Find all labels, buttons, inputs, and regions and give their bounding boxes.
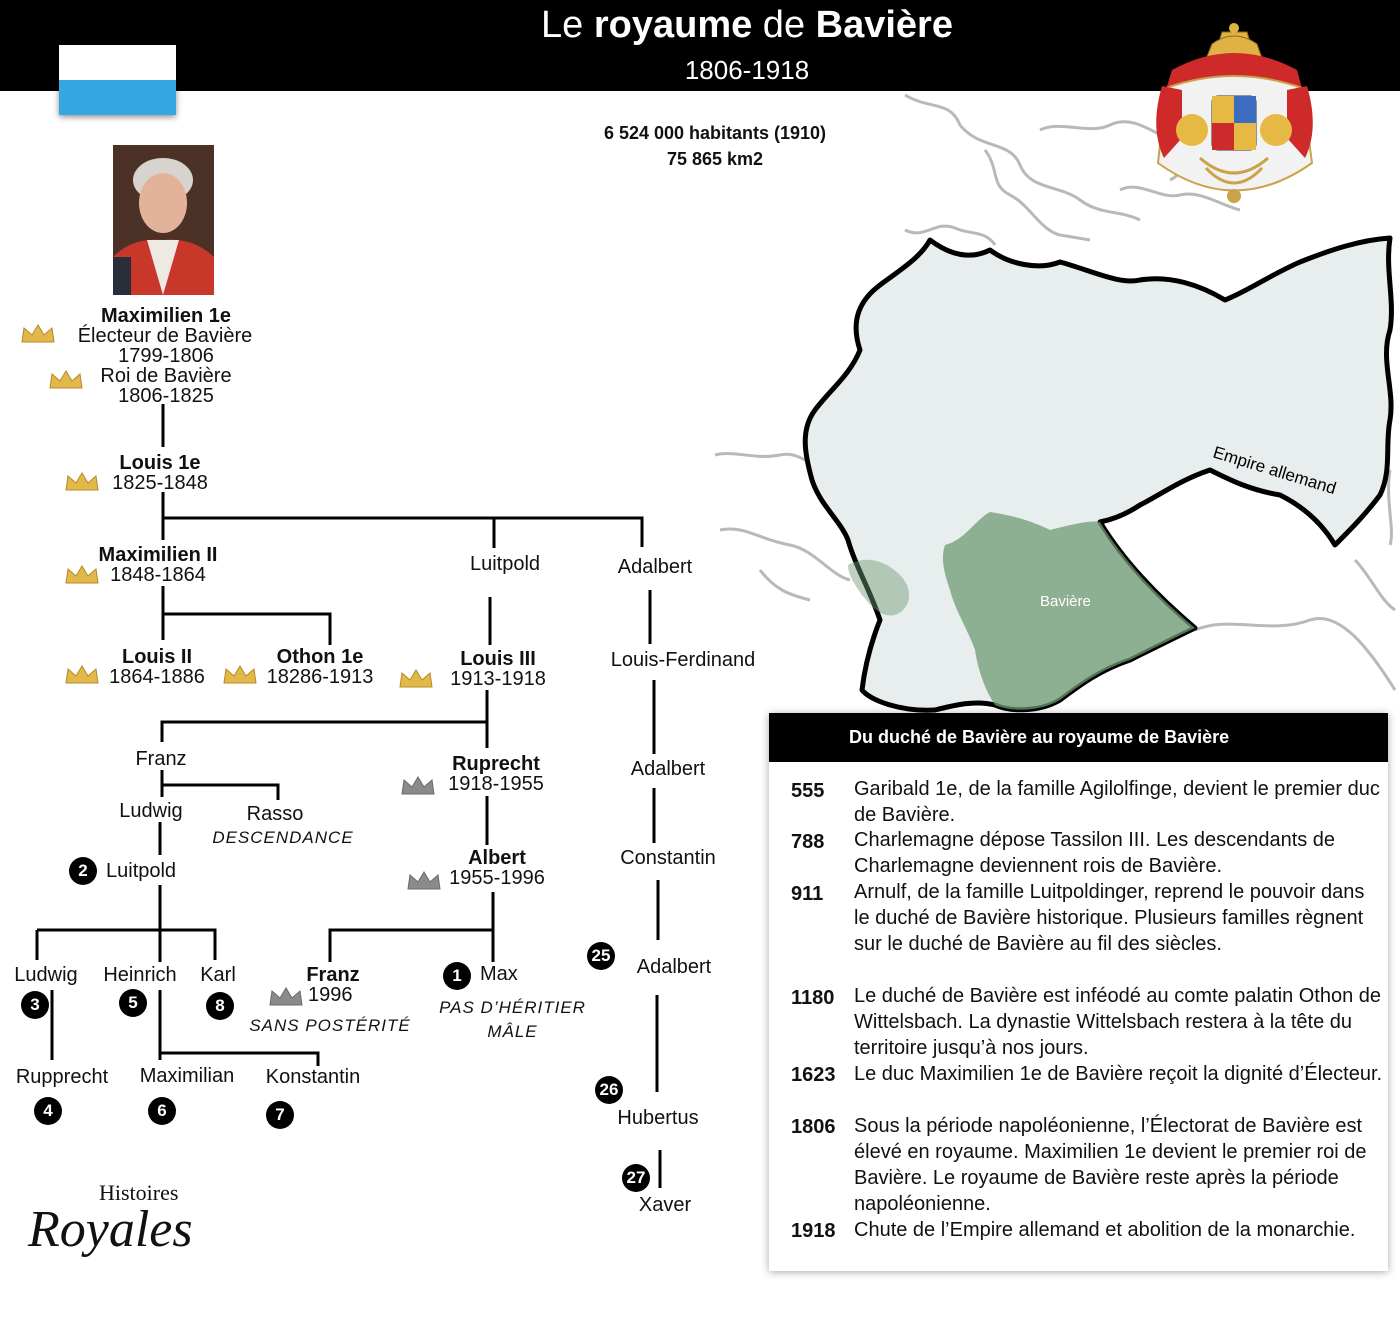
page-subtitle: 1806-1918	[684, 55, 810, 85]
dates-franz-2: 1996	[308, 984, 353, 1006]
name-maximilien-2: Maximilien II	[98, 544, 218, 566]
name-rasso: Rasso	[246, 803, 304, 825]
name-heinrich: Heinrich	[103, 964, 177, 986]
empire-label: Empire allemand	[1210, 442, 1339, 499]
crown-gray-icon	[268, 985, 304, 1009]
chronology-event: Le duché de Bavière est inféodé au comte palatin Othon de Wittelsbach. La dynastie Wittelsbach restera à la tête du territoire jusqu’à nos jours.	[854, 985, 1382, 1059]
page-title: Le royaume de Bavière	[541, 4, 953, 46]
name-ludwig: Ludwig	[119, 800, 183, 822]
name-xaver: Xaver	[638, 1194, 692, 1216]
name-othon-1e: Othon 1e	[276, 646, 364, 668]
logo-main-text: Royales	[28, 1201, 193, 1258]
name-luitpold-2: Luitpold	[106, 860, 177, 882]
name-franz: Franz	[135, 748, 187, 770]
name-constantin: Constantin	[620, 847, 716, 869]
coat-of-arms	[1152, 18, 1317, 218]
chronology-title: Du duché de Bavière au royaume de Bavière	[769, 713, 1388, 762]
number-badge: 2	[69, 857, 97, 885]
number-badge: 8	[206, 992, 234, 1020]
dates-maximilien-2: 1848-1864	[110, 564, 206, 586]
name-adalbert-3: Adalbert	[636, 956, 712, 978]
number-badge: 27	[622, 1164, 650, 1192]
dates-louis-1e: 1825-1848	[112, 472, 208, 494]
name-konstantin: Konstantin	[265, 1066, 361, 1088]
number-badge: 7	[266, 1101, 294, 1129]
number-badge: 1	[443, 962, 471, 990]
label-descendance: DESCENDANCE	[212, 828, 354, 847]
dates-ruprecht: 1918-1955	[448, 773, 544, 795]
number-badge: 26	[595, 1076, 623, 1104]
name-adalbert-2: Adalbert	[630, 758, 706, 780]
name-franz-2: Franz	[306, 964, 360, 986]
number-badge: 5	[119, 989, 147, 1017]
chronology-year: 911	[791, 883, 824, 905]
name-max: Max	[480, 963, 518, 985]
name-luitpold: Luitpold	[469, 553, 541, 575]
label-male: MÂLE	[487, 1022, 538, 1041]
dates-othon-1e: 18286-1913	[266, 666, 374, 688]
chronology-event: Charlemagne dépose Tassilon III. Les descendants de Charlemagne deviennent rois de Bavière.	[854, 829, 1336, 877]
crown-gold-icon	[20, 322, 56, 346]
number-badge: 6	[148, 1097, 176, 1125]
name-maximilien-1e: Maximilien 1e	[100, 305, 232, 327]
bavaria-label: Bavière	[1040, 593, 1091, 610]
name-maximilian: Maximilian	[139, 1065, 235, 1087]
label-pas-heritier: PAS D’HÉRITIER	[439, 998, 586, 1017]
chronology-year: 788	[791, 831, 825, 853]
dates-louis-2: 1864-1886	[109, 666, 205, 688]
name-hubertus: Hubertus	[617, 1107, 699, 1129]
name-ruprecht: Ruprecht	[452, 753, 540, 775]
dates-king: 1806-1825	[118, 385, 214, 407]
dates-albert: 1955-1996	[449, 867, 545, 889]
chronology-event: Sous la période napoléonienne, l’Électorat de Bavière est élevé en royaume. Maximilien 1e devient le premier roi de Bavière. Le royaume de Bavière reste après la période napoléonienne.	[854, 1115, 1367, 1215]
chronology-year: 555	[791, 780, 825, 802]
title-elector: Électeur de Bavière	[77, 325, 253, 347]
name-louis-ferdinand: Louis-Ferdinand	[610, 649, 756, 671]
name-adalbert: Adalbert	[617, 556, 693, 578]
area: 75 865 km2	[666, 149, 764, 169]
number-badge: 25	[587, 942, 615, 970]
chronology-year: 1806	[791, 1116, 836, 1138]
name-karl: Karl	[200, 964, 236, 986]
chronology-year: 1918	[791, 1220, 836, 1242]
name-rupprecht: Rupprecht	[15, 1066, 109, 1088]
chronology-event: Garibald 1e, de la famille Agilolfinge, devient le premier duc de Bavière.	[854, 778, 1380, 826]
label-sans-posterite: SANS POSTÉRITÉ	[249, 1016, 411, 1035]
histoires-royales-logo	[28, 1180, 228, 1270]
name-ludwig-2: Ludwig	[14, 964, 78, 986]
name-albert: Albert	[468, 847, 526, 869]
dates-elector: 1799-1806	[118, 345, 214, 367]
name-louis-1e: Louis 1e	[119, 452, 201, 474]
chronology-box	[769, 713, 1388, 1271]
name-louis-2: Louis II	[122, 646, 192, 668]
chronology-year: 1180	[791, 987, 835, 1009]
number-badge: 3	[21, 991, 49, 1019]
number-badge: 4	[34, 1097, 62, 1125]
name-louis-3: Louis III	[460, 648, 536, 670]
dates-louis-3: 1913-1918	[450, 668, 546, 690]
title-king: Roi de Bavière	[100, 365, 232, 387]
chronology-event: Le duc Maximilien 1e de Bavière reçoit la dignité d’Électeur.	[854, 1063, 1383, 1085]
population: 6 524 000 habitants (1910)	[603, 123, 827, 143]
chronology-event: Chute de l’Empire allemand et abolition de la monarchie.	[854, 1219, 1356, 1241]
chronology-year: 1623	[791, 1064, 836, 1086]
chronology-event: Arnulf, de la famille Luitpoldinger, reprend le pouvoir dans le duché de Bavière historique. Plusieurs familles règnent sur le duché de Bavière au fil des siècles.	[854, 881, 1365, 955]
logo-top-text: Histoires	[99, 1180, 179, 1205]
